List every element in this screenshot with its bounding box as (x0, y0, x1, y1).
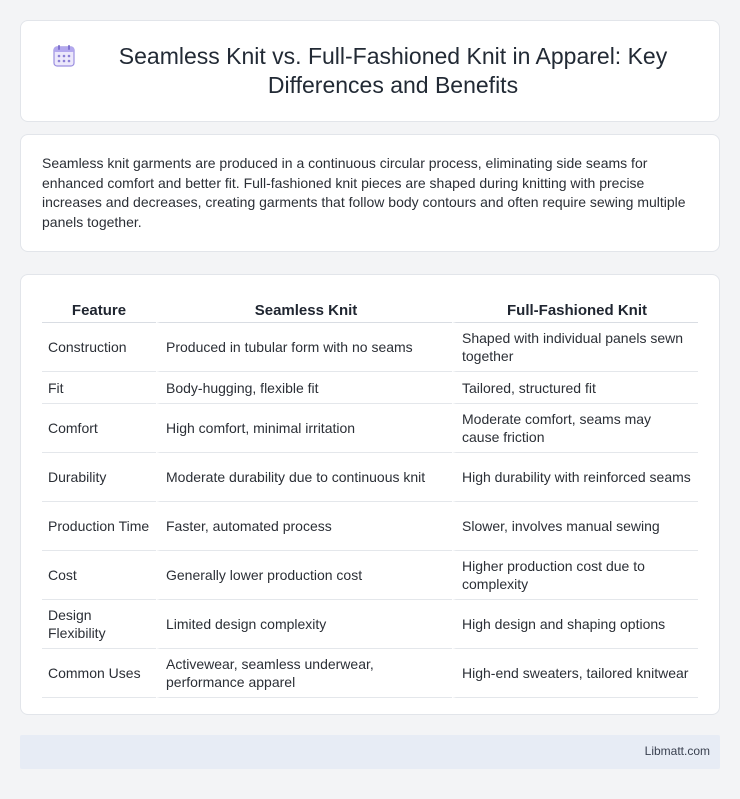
feature-cell: Durability (42, 453, 156, 502)
full-fashioned-cell: Tailored, structured fit (452, 372, 698, 404)
table-header-row (42, 295, 698, 323)
table-row (42, 453, 698, 502)
header-feature: Feature (42, 295, 156, 323)
page-title: Seamless Knit vs. Full-Fashioned Knit in Apparel: Key Differences and Benefits (118, 43, 668, 98)
seamless-cell: Faster, automated process (156, 502, 452, 551)
table-row (42, 502, 698, 551)
full-fashioned-cell: Shaped with individual panels sewn together (452, 323, 698, 372)
feature-cell: Production Time (42, 502, 156, 551)
table-row (42, 551, 698, 600)
seamless-cell: High comfort, minimal irritation (156, 404, 452, 453)
seamless-cell: Activewear, seamless underwear, performance apparel (156, 649, 452, 698)
feature-cell: Design Flexibility (42, 600, 156, 649)
table-row (42, 404, 698, 453)
full-fashioned-cell: High durability with reinforced seams (452, 453, 698, 502)
full-fashioned-cell: Moderate comfort, seams may cause friction (452, 404, 698, 453)
intro-paragraph: Seamless knit garments are produced in a continuous circular process, eliminating side seams for enhanced comfort and better fit. Full-fashioned knit pieces are shaped during knitting with precise increases and decreases, creating garments that follow body contours and often require sewing multiple panels together. (42, 155, 686, 230)
feature-cell: Fit (42, 372, 156, 404)
full-fashioned-cell: Higher production cost due to complexity (452, 551, 698, 600)
table-row (42, 600, 698, 649)
comparison-table (42, 295, 698, 698)
seamless-cell: Moderate durability due to continuous knit (156, 453, 452, 502)
footer-site-name: Libmatt.com (644, 744, 710, 758)
intro-card (20, 134, 720, 252)
full-fashioned-cell: High design and shaping options (452, 600, 698, 649)
footer-bar (20, 735, 720, 769)
full-fashioned-cell: High-end sweaters, tailored knitwear (452, 649, 698, 698)
seamless-cell: Limited design complexity (156, 600, 452, 649)
full-fashioned-cell: Slower, involves manual sewing (452, 502, 698, 551)
feature-cell: Construction (42, 323, 156, 372)
seamless-cell: Generally lower production cost (156, 551, 452, 600)
table-row (42, 372, 698, 404)
comparison-table-card (20, 274, 720, 715)
feature-cell: Common Uses (42, 649, 156, 698)
header-card (20, 20, 720, 122)
feature-cell: Comfort (42, 404, 156, 453)
header-seamless-knit: Seamless Knit (156, 295, 452, 323)
table-row (42, 323, 698, 372)
feature-cell: Cost (42, 551, 156, 600)
table-row (42, 649, 698, 698)
seamless-cell: Body-hugging, flexible fit (156, 372, 452, 404)
header-full-fashioned-knit: Full-Fashioned Knit (452, 295, 698, 323)
calendar-icon (51, 43, 77, 69)
seamless-cell: Produced in tubular form with no seams (156, 323, 452, 372)
